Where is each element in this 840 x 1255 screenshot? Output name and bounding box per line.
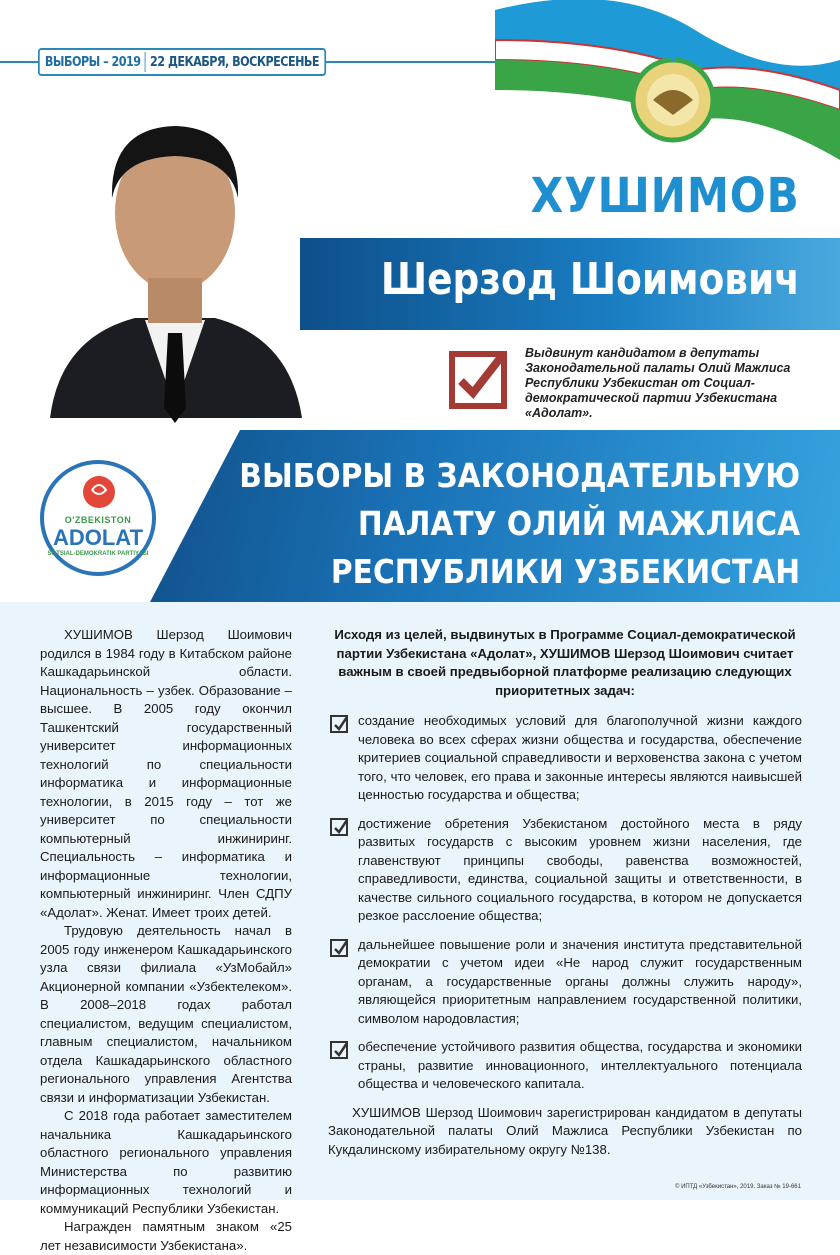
candidate-surname: ХУШИМОВ — [531, 168, 800, 224]
state-emblem — [628, 40, 718, 150]
rose-icon — [80, 472, 118, 512]
platform — [328, 626, 802, 1159]
election-date: 22 ДЕКАБРЯ, ВОСКРЕСЕНЬЕ — [150, 54, 320, 70]
election-label: ВЫБОРЫ – 2019 — [44, 54, 141, 70]
platform-intro: Исходя из целей, выдвинутых в Программе Социал-демократической партии Узбекистана «Адолат», ХУШИМОВ Шерзод Шоимович считает важным в своей предвыборной платформе реализацию следующих приоритетных задач: — [334, 627, 796, 698]
checkmark-icon — [449, 351, 507, 409]
imprint: © ИПТД «Узбекистан», 2019. Заказ № 19-661 — [675, 1184, 801, 1190]
platform-item: дальнейшее повышение роли и значения института представительной демократии с учетом идеи «Не народ служит государственным органам, а государственные органы должны служить народу», являющейся приоритетным направлением государственной политики, символом народовластия; — [328, 936, 802, 1029]
platform-item: достижение обретения Узбекистаном достойного места в ряду развитых государств с высоким уровнем жизни населения, где главенствуют принципы свободы, равенства возможностей, справедливости, единства, социальной защиты и ответственности, в качестве сильного социального государства, в котором не допускается резкое расслоение общества; — [328, 815, 802, 926]
checkbox-icon — [330, 1041, 348, 1059]
platform-item: создание необходимых условий для благополучной жизни каждого человека во всех сферах жизни общества и государства, обеспечение критериев социальной справедливости и верховенства закона с учетом того, что человек, его права и законные интересы являются наивысшей ценностью государства и общества; — [328, 712, 802, 805]
candidate-photo — [40, 88, 310, 428]
adolat-party-logo: O'ZBEKISTON ADOLAT SOTSIAL-DEMOKRATIK PARTIYASI — [40, 460, 156, 576]
checkbox-icon — [330, 939, 348, 957]
biography: ХУШИМОВ Шерзод Шоимович родился в 1984 году в Китабском районе Кашкадарьинской области. Национальность – узбек. Образование – высшее. В 2005 году окончил Ташкентский государственный университет информационных технологий по специальности информатика и информационные технологии, в 2015 году – тот же университет по специальности компьютерный инжиниринг. Специальность – информатика и информационные технологии, компьютерный инжиниринг. Член СДПУ «Адолат». Женат. Имеет троих детей. Трудовую деятельность начал в 2005 году инженером Кашкадарьинского узла связи филиала «УзМобайл» Акционерной компании «Узбектелеком». В 2008–2018 годах работал специалистом, ведущим специалистом, главным специалистом, начальником отдела Кашкадарьинского областного регионального управления Агентства связи и информатизации Узбекистан. С 2018 года работает заместителем начальника Кашкадарьинского областного регионального управления Министерства по развитию информационных технологий и коммуникаций Республики Узбекистан. Награжден памятным знаком «25 лет независимости Узбекистана». — [40, 627, 292, 1253]
checkbox-icon — [330, 715, 348, 733]
platform-item: обеспечение устойчивого развития общества, государства и экономики страны, развитие инновационного, интеллектуального потенциала общества и человеческого капитала. — [328, 1038, 802, 1094]
checkbox-icon — [330, 818, 348, 836]
banner-title: ВЫБОРЫ В ЗАКОНОДАТЕЛЬНУЮ ПАЛАТУ ОЛИЙ МАЖЛИСА РЕСПУБЛИКИ УЗБЕКИСТАН — [239, 456, 800, 591]
registration-statement: ХУШИМОВ Шерзод Шоимович зарегистрирован кандидатом в депутаты Законодательной палаты Олий Мажлиса Республики Узбекистан по Кукдалинскому избирательному округу №138. — [328, 1104, 802, 1157]
candidate-name: Шерзод Шоимович — [381, 254, 800, 305]
nomination-statement: Выдвинут кандидатом в депутаты Законодательной палаты Олий Мажлиса Республики Узбекистан от Социал-демократической партии Узбекистана «Адолат». — [525, 346, 791, 420]
election-date-badge — [38, 48, 326, 76]
